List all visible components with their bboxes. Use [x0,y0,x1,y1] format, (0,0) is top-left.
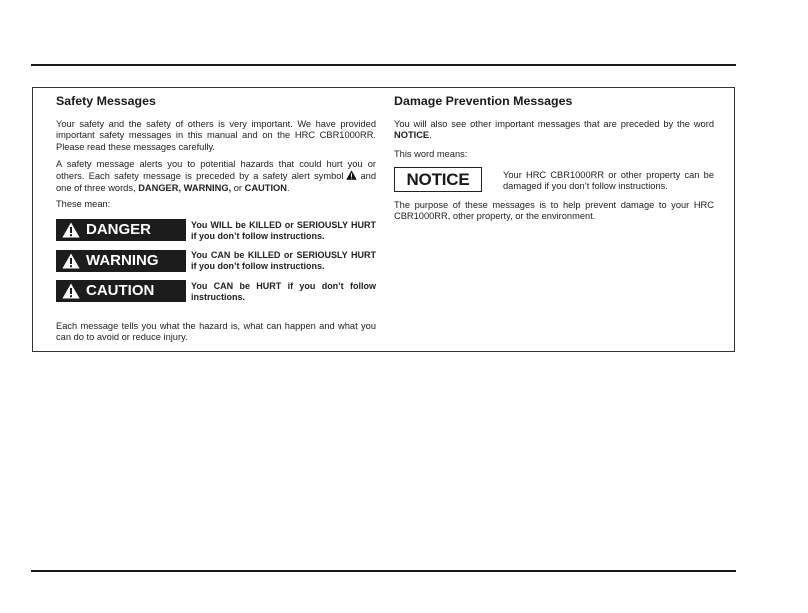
warning-signal-label [56,250,186,272]
danger-description: You WILL be KILLED or SERIOUSLY HURT if you don’t follow instructions. [191,220,376,241]
alert-text-mid: and one of three words, [56,171,376,193]
warning-triangle-icon [62,222,80,238]
safety-closing-text: Each message tells you what the hazard is, what can happen and what you can do to avoid or reduce injury. [56,321,376,343]
caution-signal-label [56,280,186,302]
danger-word: DANGER [86,221,152,238]
notice-description: Your HRC CBR1000RR or other property can be damaged if you don’t follow instructions. [503,170,714,192]
safety-alert-text [56,159,376,194]
top-rule [31,64,736,66]
caution-word: CAUTION [86,282,155,299]
safety-messages-heading: Safety Messages [56,94,156,108]
damage-intro-end: . [429,130,432,141]
caution-description: You CAN be HURT if you don’t follow instructions. [191,281,376,302]
damage-intro-word: NOTICE [394,130,430,141]
safety-intro-text: Your safety and the safety of others is very important. We have provided important safety messages in this manual and on the HRC CBR1000RR. Please read these messages carefully. [56,119,376,152]
safety-alert-symbol-icon [346,170,357,180]
danger-signal-label [56,219,186,241]
damage-purpose-text: The purpose of these messages is to help prevent damage to your HRC CBR1000RR, other property, or the environment. [394,200,714,222]
damage-intro-before: You will also see other important messages that are preceded by the word [394,119,714,129]
alert-text-before: A safety message alerts you to potential hazards that could hurt you or others. Each safety message is preceded by a safety alert symbol [56,159,376,182]
alert-end: . [286,182,290,193]
bottom-rule [31,570,736,572]
alert-last-word: CAUTION [244,182,287,193]
these-mean-label: These mean: [56,199,111,209]
damage-intro-text [394,119,714,142]
alert-or: or [233,182,243,193]
warning-triangle-icon [62,283,80,299]
notice-signal-label: NOTICE [394,167,482,192]
warning-description: You CAN be KILLED or SERIOUSLY HURT if you don’t follow instructions. [191,250,376,271]
warning-word: WARNING [86,252,159,269]
damage-prevention-heading: Damage Prevention Messages [394,94,573,108]
alert-words: DANGER, WARNING, [138,182,232,193]
warning-triangle-icon [62,253,80,269]
safety-info-panel [32,87,735,352]
word-means-label: This word means: [394,149,468,159]
